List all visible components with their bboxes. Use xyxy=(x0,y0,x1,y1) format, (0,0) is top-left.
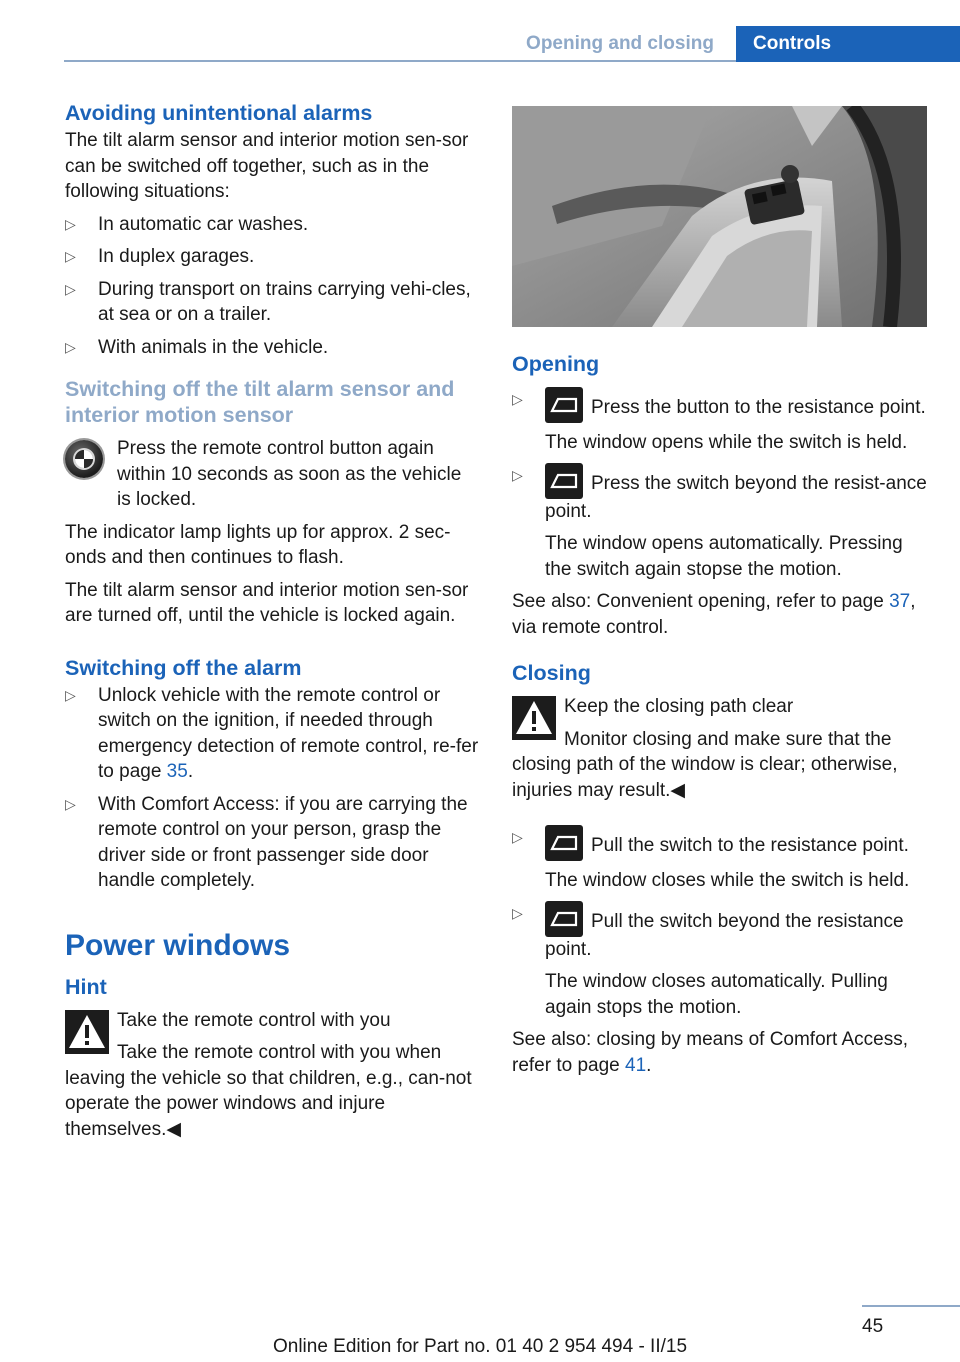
alarm-off-list xyxy=(65,683,480,894)
header-section-title: Opening and closing xyxy=(526,33,714,54)
window-switch-icon xyxy=(545,387,583,423)
opening-step-2: Press the switch beyond the resist‐ance point. xyxy=(545,472,927,522)
heading-tilt-alarm: Switching off the tilt alarm sensor and interior motion sensor xyxy=(65,377,455,427)
warning-triangle-icon xyxy=(512,696,556,740)
page-link-41[interactable]: 41 xyxy=(625,1054,647,1076)
warning-remote xyxy=(65,1008,480,1034)
list-item: ▷ In automatic car washes. xyxy=(65,212,480,238)
heading-switch-off-alarm: Switching off the alarm xyxy=(65,655,302,680)
closing-step-2: Pull the switch beyond the resistance point. xyxy=(545,910,904,960)
right-column xyxy=(512,100,932,1085)
heading-power-windows: Power windows xyxy=(65,928,291,962)
see-also-end: . xyxy=(646,1054,652,1076)
door-switch-photo xyxy=(512,106,927,327)
opening-step-2-result: The window opens automatically. Pressing the switch again stopse the motion. xyxy=(545,533,903,580)
list-item: ▷ During transport on trains carrying vehi‐cles, at sea or on a trailer. xyxy=(65,277,480,328)
list-item xyxy=(512,901,932,1021)
heading-opening: Opening xyxy=(512,352,600,376)
item-text-end: . xyxy=(187,761,194,782)
alarms-list xyxy=(65,212,480,361)
closing-see-also xyxy=(512,1027,932,1078)
opening-list xyxy=(512,387,932,582)
tilt-paragraph-1 xyxy=(65,436,480,513)
list-item xyxy=(512,387,932,456)
opening-step-1-result: The window opens while the switch is held. xyxy=(545,432,908,453)
warning-text: Take the remote control with you when leaving the vehicle so that children, e.g., can‐not operate the power windows and injure themselves.◀ xyxy=(65,1042,472,1140)
warning-title: Take the remote control with you xyxy=(117,1009,391,1031)
see-also-end: , via remote control. xyxy=(512,591,916,638)
warning-triangle-icon xyxy=(65,1010,109,1054)
list-item: ▷ In duplex garages. xyxy=(65,244,480,270)
opening-step-1: Press the button to the resistance point. xyxy=(591,397,926,418)
window-switch-icon xyxy=(545,825,583,861)
closing-step-2-result: The window closes automatically. Pulling again stops the motion. xyxy=(545,971,888,1018)
alarms-intro: The tilt alarm sensor and interior motion sen‐sor can be switched off together, such as in the following situations: xyxy=(65,130,469,202)
closing-list xyxy=(512,825,932,1020)
list-item xyxy=(512,463,932,583)
opening-see-also xyxy=(512,589,932,640)
bmw-remote-icon xyxy=(65,440,103,478)
heading-closing: Closing xyxy=(512,661,591,685)
list-item: ▷ With Comfort Access: if you are carrying the remote control on your person, grasp the driver side or front passenger side door handle completely. xyxy=(65,792,480,894)
see-also-text: See also: Convenient opening, refer to page xyxy=(512,591,890,612)
edition-footer: Online Edition for Part no. 01 40 2 954 494 - II/15 xyxy=(272,1336,688,1357)
left-column xyxy=(65,100,480,1149)
window-switch-icon xyxy=(545,901,583,937)
tilt-paragraph-3: The tilt alarm sensor and interior motion sen‐sor are turned off, until the vehicle is locked again. xyxy=(65,579,469,626)
item-text: Unlock vehicle with the remote control or switch on the ignition, if needed through emergency detection of remote control, re‐fer to page xyxy=(98,684,479,782)
heading-avoiding-alarms: Avoiding unintentional alarms xyxy=(65,101,373,125)
tilt-paragraph-2: The indicator lamp lights up for approx. 2 sec‐onds and then continues to flash. xyxy=(65,521,451,568)
footer-rule xyxy=(862,1305,960,1307)
window-switch-icon xyxy=(545,463,583,499)
closing-step-1: Pull the switch to the resistance point. xyxy=(591,835,909,856)
page-link-37[interactable]: 37 xyxy=(889,591,911,612)
heading-hint: Hint xyxy=(65,974,107,999)
closing-step-1-result: The window closes while the switch is held. xyxy=(545,870,910,891)
closing-warning-text: Monitor closing and make sure that the closing path of the window is clear; otherwise, injuries may result.◀ xyxy=(512,728,898,801)
list-item: ▷ With animals in the vehicle. xyxy=(65,335,480,361)
header-chapter-tab: Controls xyxy=(736,26,960,62)
list-item xyxy=(512,825,932,894)
warning-closing-path xyxy=(512,694,932,720)
see-also-text: See also: closing by means of Comfort Access, refer to page xyxy=(512,1029,909,1076)
closing-warning-title: Keep the closing path clear xyxy=(564,696,794,717)
page-number: 45 xyxy=(862,1316,884,1337)
page-link-35[interactable]: 35 xyxy=(166,761,188,782)
list-item xyxy=(65,683,480,785)
tilt-text-1: Press the remote control button again within 10 seconds as soon as the vehicle is locked. xyxy=(117,438,462,510)
